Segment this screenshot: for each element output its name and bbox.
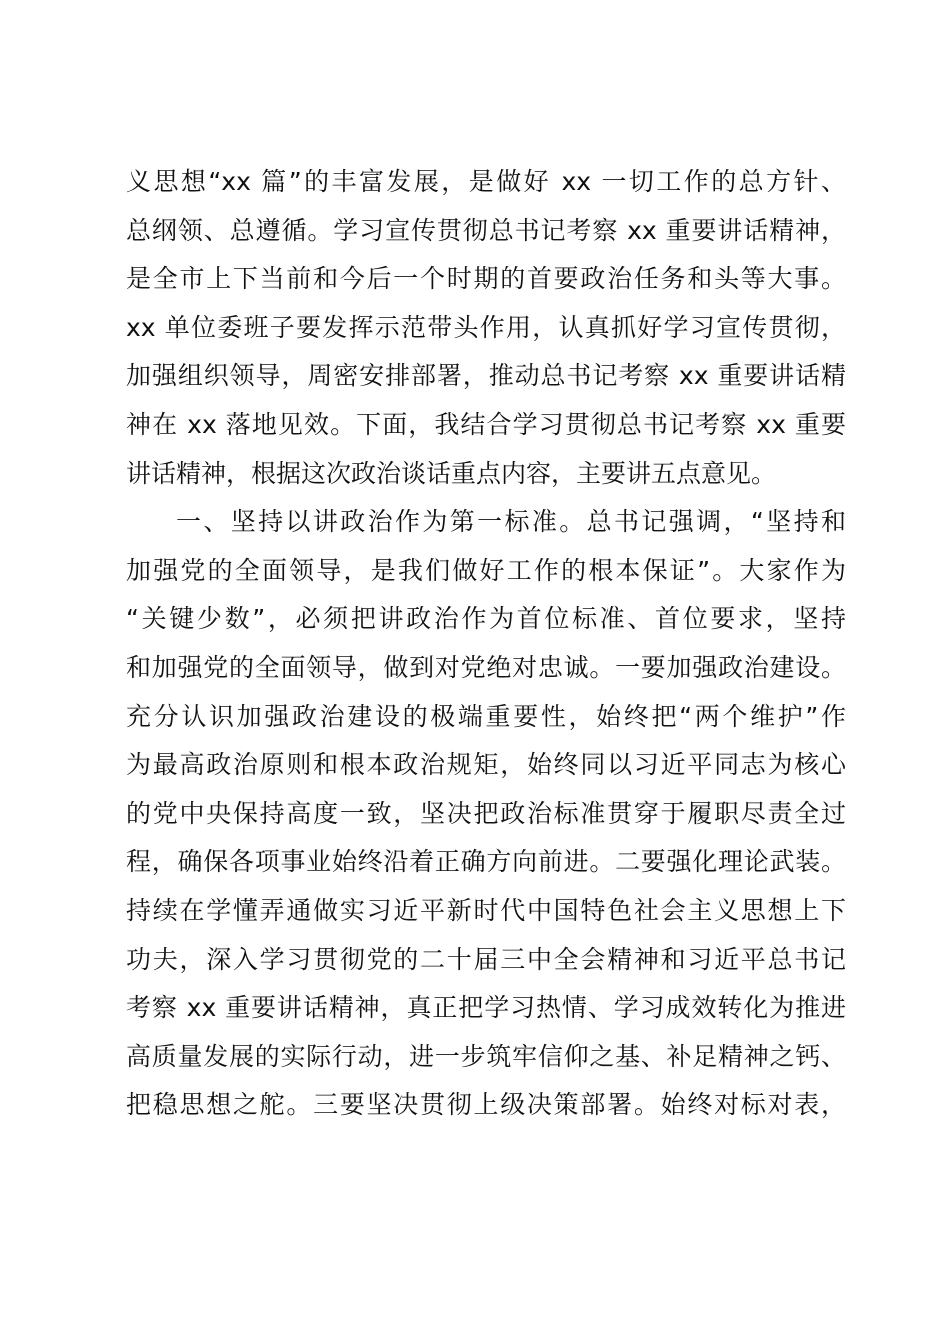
paragraph-line: 神在 xx 落地见效。下面，我结合学习贯彻总书记考察 xx 重要 [126,409,846,439]
paragraph-line: 总纲领、总遵循。学习宣传贯彻总书记考察 xx 重要讲话精神， [126,215,846,245]
paragraph-line: 加强党的全面领导，是我们做好工作的根本保证”。大家作为 [126,555,846,585]
paragraph-line: 讲话精神，根据这次政治谈话重点内容，主要讲五点意见。 [126,458,777,488]
paragraph-line: 为最高政治原则和根本政治规矩，始终同以习近平同志为核心 [126,750,846,780]
paragraph-line: 持续在学懂弄通做实习近平新时代中国特色社会主义思想上下 [126,895,846,925]
paragraph-line: 充分认识加强政治建设的极端重要性，始终把“两个维护”作 [126,701,846,731]
paragraph-line: 功夫，深入学习贯彻党的二十届三中全会精神和习近平总书记 [126,944,846,974]
paragraph-line: 加强组织领导，周密安排部署，推动总书记考察 xx 重要讲话精 [126,361,846,391]
document-body [126,158,846,1130]
paragraph-line: xx 单位委班子要发挥示范带头作用，认真抓好学习宣传贯彻， [126,312,846,342]
section-heading-line: 一、坚持以讲政治作为第一标准。总书记强调，“坚持和 [176,507,846,537]
paragraph-line: 义思想“xx 篇”的丰富发展，是做好 xx 一切工作的总方针、 [126,167,846,196]
paragraph-line: “关键少数”，必须把讲政治作为首位标准、首位要求，坚持 [126,604,846,634]
paragraph-line: 是全市上下当前和今后一个时期的首要政治任务和头等大事。 [126,264,846,294]
paragraph-line: 高质量发展的实际行动，进一步筑牢信仰之基、补足精神之钙、 [126,1041,846,1071]
paragraph-line: 考察 xx 重要讲话精神，真正把学习热情、学习成效转化为推进 [126,993,846,1023]
paragraph-line: 把稳思想之舵。三要坚决贯彻上级决策部署。始终对标对表， [126,1090,846,1120]
paragraph-line: 和加强党的全面领导，做到对党绝对忠诚。一要加强政治建设。 [126,652,846,682]
paragraph-line: 的党中央保持高度一致，坚决把政治标准贯穿于履职尽责全过 [126,798,846,828]
paragraph-line: 程，确保各项事业始终沿着正确方向前进。二要强化理论武装。 [126,847,846,877]
